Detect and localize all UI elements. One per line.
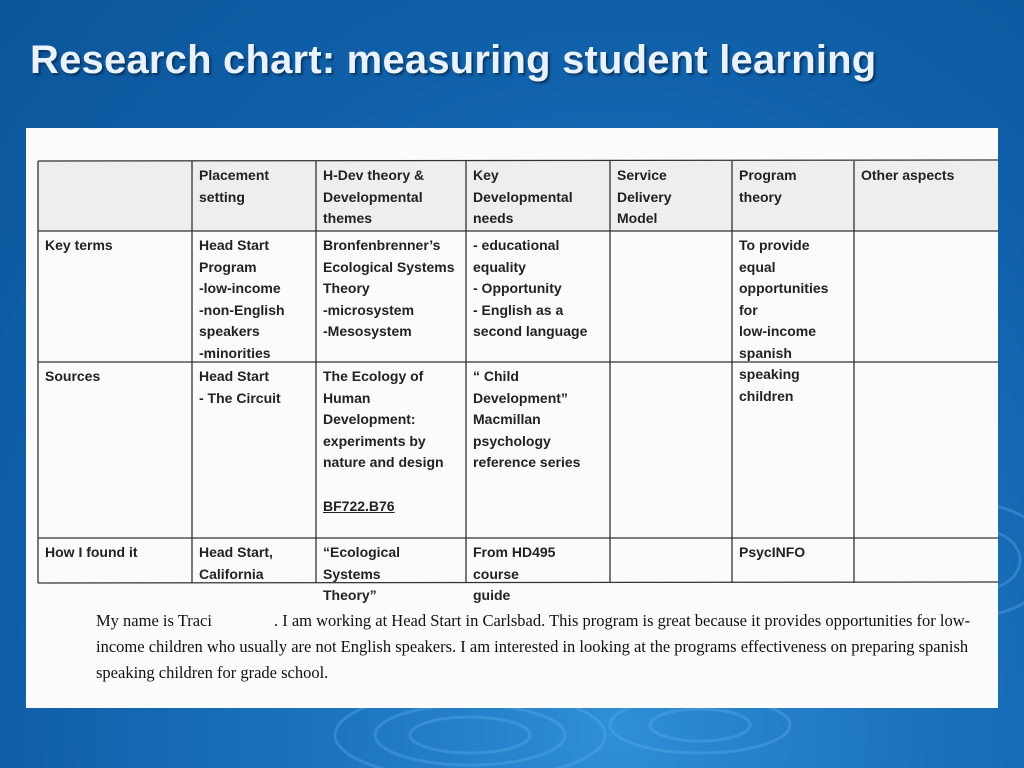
table-cell xyxy=(610,231,732,235)
table-cell: Head Start Program -low-income -non-English speakers -minorities xyxy=(199,237,285,361)
table-cell: “ Child Development” Macmillan psychology reference series xyxy=(473,368,581,470)
table-cell: Head Start - The Circuit xyxy=(199,368,281,406)
slide-title: Research chart: measuring student learning xyxy=(30,38,877,82)
table-cell xyxy=(610,538,732,542)
row-label-key-terms: Key terms xyxy=(45,237,113,253)
call-number: BF722.B76 xyxy=(323,498,395,514)
column-header-hdev-theory: H-Dev theory & Developmental themes xyxy=(323,167,425,226)
note-body: . I am working at Head Start in Carlsbad. This program is great because it provides opportunities for low-income children who usually are not English speakers. I am interested in looking at the programs effectiveness on preparing spanish speaking children for grade school. xyxy=(96,611,971,682)
table-cell: From HD495 course guide xyxy=(473,544,556,603)
row-label-how-i-found-it: How I found it xyxy=(45,544,138,560)
table-cell: The Ecology of Human Development: experiments by nature and design xyxy=(323,368,444,470)
column-header-placement-setting: Placement setting xyxy=(199,167,270,205)
table-cell xyxy=(854,231,998,235)
note-name: My name is Traci xyxy=(96,611,212,630)
column-header-program-theory: Program theory xyxy=(739,167,797,205)
table-cell xyxy=(610,362,732,366)
table-cell: “Ecological Systems Theory” xyxy=(323,544,401,603)
table-cell: Head Start, California xyxy=(199,544,273,582)
table-cell: PsycINFO xyxy=(739,544,806,560)
table-cell xyxy=(854,538,998,542)
table-cell xyxy=(854,362,998,366)
student-note xyxy=(96,608,976,686)
column-header-other-aspects: Other aspects xyxy=(861,167,955,183)
table-cell xyxy=(732,362,854,366)
row-label-sources: Sources xyxy=(45,368,101,384)
column-header-service-delivery: Service Delivery Model xyxy=(617,167,672,226)
column-header-key-needs: Key Developmental needs xyxy=(473,167,573,226)
table-cell: - educational equality - Opportunity - English as a second language xyxy=(473,237,588,339)
scanned-document xyxy=(26,128,998,708)
table-cell: To provide equal opportunities for low-income spanish speaking children xyxy=(739,237,829,404)
table-cell: Bronfenbrenner’s Ecological Systems Theory -microsystem -Mesosystem xyxy=(323,237,455,339)
